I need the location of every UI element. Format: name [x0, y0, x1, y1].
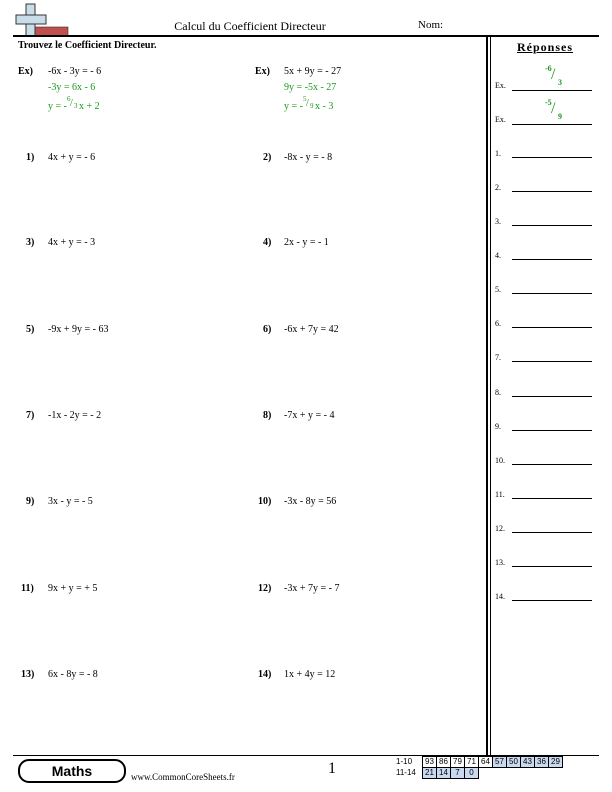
answer-label: 1.: [495, 149, 501, 158]
score-cell: 50: [507, 757, 521, 768]
answer-line-8[interactable]: [512, 396, 592, 397]
score-cell: 93: [423, 757, 437, 768]
problem-equation: 9x + y = + 5: [48, 583, 98, 594]
answer-label: 7.: [495, 353, 501, 362]
score-cell: 43: [521, 757, 535, 768]
answer-line-12[interactable]: [512, 532, 592, 533]
score-cell-empty: [535, 768, 549, 779]
answer-line-6[interactable]: [512, 327, 592, 328]
score-cell: 0: [465, 768, 479, 779]
problem-number: 1): [26, 152, 35, 163]
example-equation: -6x - 3y = - 6: [48, 66, 102, 77]
answer-line-14[interactable]: [512, 600, 592, 601]
problem-equation: -3x - 8y = 56: [284, 496, 337, 507]
score-cell: 21: [423, 768, 437, 779]
problem-number: 6): [263, 324, 272, 335]
problem-equation: -3x + 7y = - 7: [284, 583, 340, 594]
problem-number: 12): [258, 583, 272, 594]
problem-equation: 2x - y = - 1: [284, 237, 329, 248]
problem-number: 10): [258, 496, 272, 507]
example-result: y = - 6 / 3 x + 2: [48, 95, 100, 112]
problem-equation: 1x + 4y = 12: [284, 669, 336, 680]
answer-example-value: -5 / 9: [545, 98, 562, 121]
score-cell-empty: [521, 768, 535, 779]
problem-number: 5): [26, 324, 35, 335]
score-cell: 86: [437, 757, 451, 768]
answer-line-9[interactable]: [512, 430, 592, 431]
score-cell: 64: [479, 757, 493, 768]
problem-equation: -1x - 2y = - 2: [48, 410, 102, 421]
website-link[interactable]: www.CommonCoreSheets.fr: [131, 772, 235, 782]
answer-label: 9.: [495, 422, 501, 431]
score-row-label: 1-10: [396, 757, 413, 766]
answer-label: 13.: [495, 558, 505, 567]
answer-label: 2.: [495, 183, 501, 192]
answer-label: 5.: [495, 285, 501, 294]
answer-label: 12.: [495, 524, 505, 533]
problem-number: 9): [26, 496, 35, 507]
header-divider: [13, 35, 599, 37]
problem-number: 11): [21, 583, 34, 594]
name-label: Nom:: [418, 19, 444, 31]
problem-equation: 4x + y = - 6: [48, 152, 96, 163]
instructions: Trouvez le Coefficient Directeur.: [18, 40, 157, 51]
answer-line-13[interactable]: [512, 566, 592, 567]
answer-line: [512, 90, 592, 91]
score-cell: 7: [451, 768, 465, 779]
answer-line-1[interactable]: [512, 157, 592, 158]
score-cell: 29: [549, 757, 563, 768]
problem-equation: -9x + 9y = - 63: [48, 324, 109, 335]
problem-number: 8): [263, 410, 272, 421]
answer-label: 3.: [495, 217, 501, 226]
answer-example-label: Ex.: [495, 115, 506, 124]
score-cell-empty: [493, 768, 507, 779]
answer-line-4[interactable]: [512, 259, 592, 260]
answer-example-value: -6 / 3: [545, 64, 562, 87]
answer-label: 4.: [495, 251, 501, 260]
answer-label: 11.: [495, 490, 505, 499]
answers-divider: [486, 37, 488, 755]
problem-equation: -7x + y = - 4: [284, 410, 335, 421]
score-cell: 57: [493, 757, 507, 768]
problem-number: 4): [263, 237, 272, 248]
score-cell-empty: [479, 768, 493, 779]
score-row: [396, 768, 563, 779]
answer-line-3[interactable]: [512, 225, 592, 226]
problem-equation: 4x + y = - 3: [48, 237, 96, 248]
problem-equation: -8x - y = - 8: [284, 152, 333, 163]
page-number: 1: [328, 760, 336, 777]
answer-line-10[interactable]: [512, 464, 592, 465]
example-equation: 5x + 9y = - 27: [284, 66, 342, 77]
answer-line-11[interactable]: [512, 498, 592, 499]
answer-label: 8.: [495, 388, 501, 397]
problem-number: 14): [258, 669, 272, 680]
score-row: [396, 757, 563, 768]
problem-equation: 3x - y = - 5: [48, 496, 93, 507]
answer-line: [512, 124, 592, 125]
answer-line-2[interactable]: [512, 191, 592, 192]
example-result: y = - 5 / 9 x - 3: [284, 95, 334, 112]
answers-title: Réponses: [516, 40, 573, 54]
problem-number: 2): [263, 152, 272, 163]
answer-label: 10.: [495, 456, 505, 465]
answers-divider-inner: [490, 37, 491, 755]
answer-label: 6.: [495, 319, 501, 328]
answer-label: 14.: [495, 592, 505, 601]
example-label: Ex): [18, 66, 33, 77]
score-cell-empty: [507, 768, 521, 779]
problem-number: 3): [26, 237, 35, 248]
example-step: 9y = -5x - 27: [284, 82, 337, 93]
problem-number: 13): [21, 669, 35, 680]
score-cell: 79: [451, 757, 465, 768]
score-cell-empty: [549, 768, 563, 779]
answer-example-label: Ex.: [495, 81, 506, 90]
problem-number: 7): [26, 410, 35, 421]
answer-line-7[interactable]: [512, 361, 592, 362]
problem-equation: -6x + 7y = 42: [284, 324, 339, 335]
problem-equation: 6x - 8y = - 8: [48, 669, 98, 680]
score-table: [396, 756, 563, 779]
page-title: Calcul du Coefficient Directeur: [174, 19, 326, 33]
example-label: Ex): [255, 66, 270, 77]
score-cell: 14: [437, 768, 451, 779]
score-cell: 71: [465, 757, 479, 768]
score-cell: 36: [535, 757, 549, 768]
answer-line-5[interactable]: [512, 293, 592, 294]
score-row-label: 11-14: [396, 768, 416, 777]
example-step: -3y = 6x - 6: [48, 82, 96, 93]
subject-badge: Maths: [18, 759, 126, 783]
